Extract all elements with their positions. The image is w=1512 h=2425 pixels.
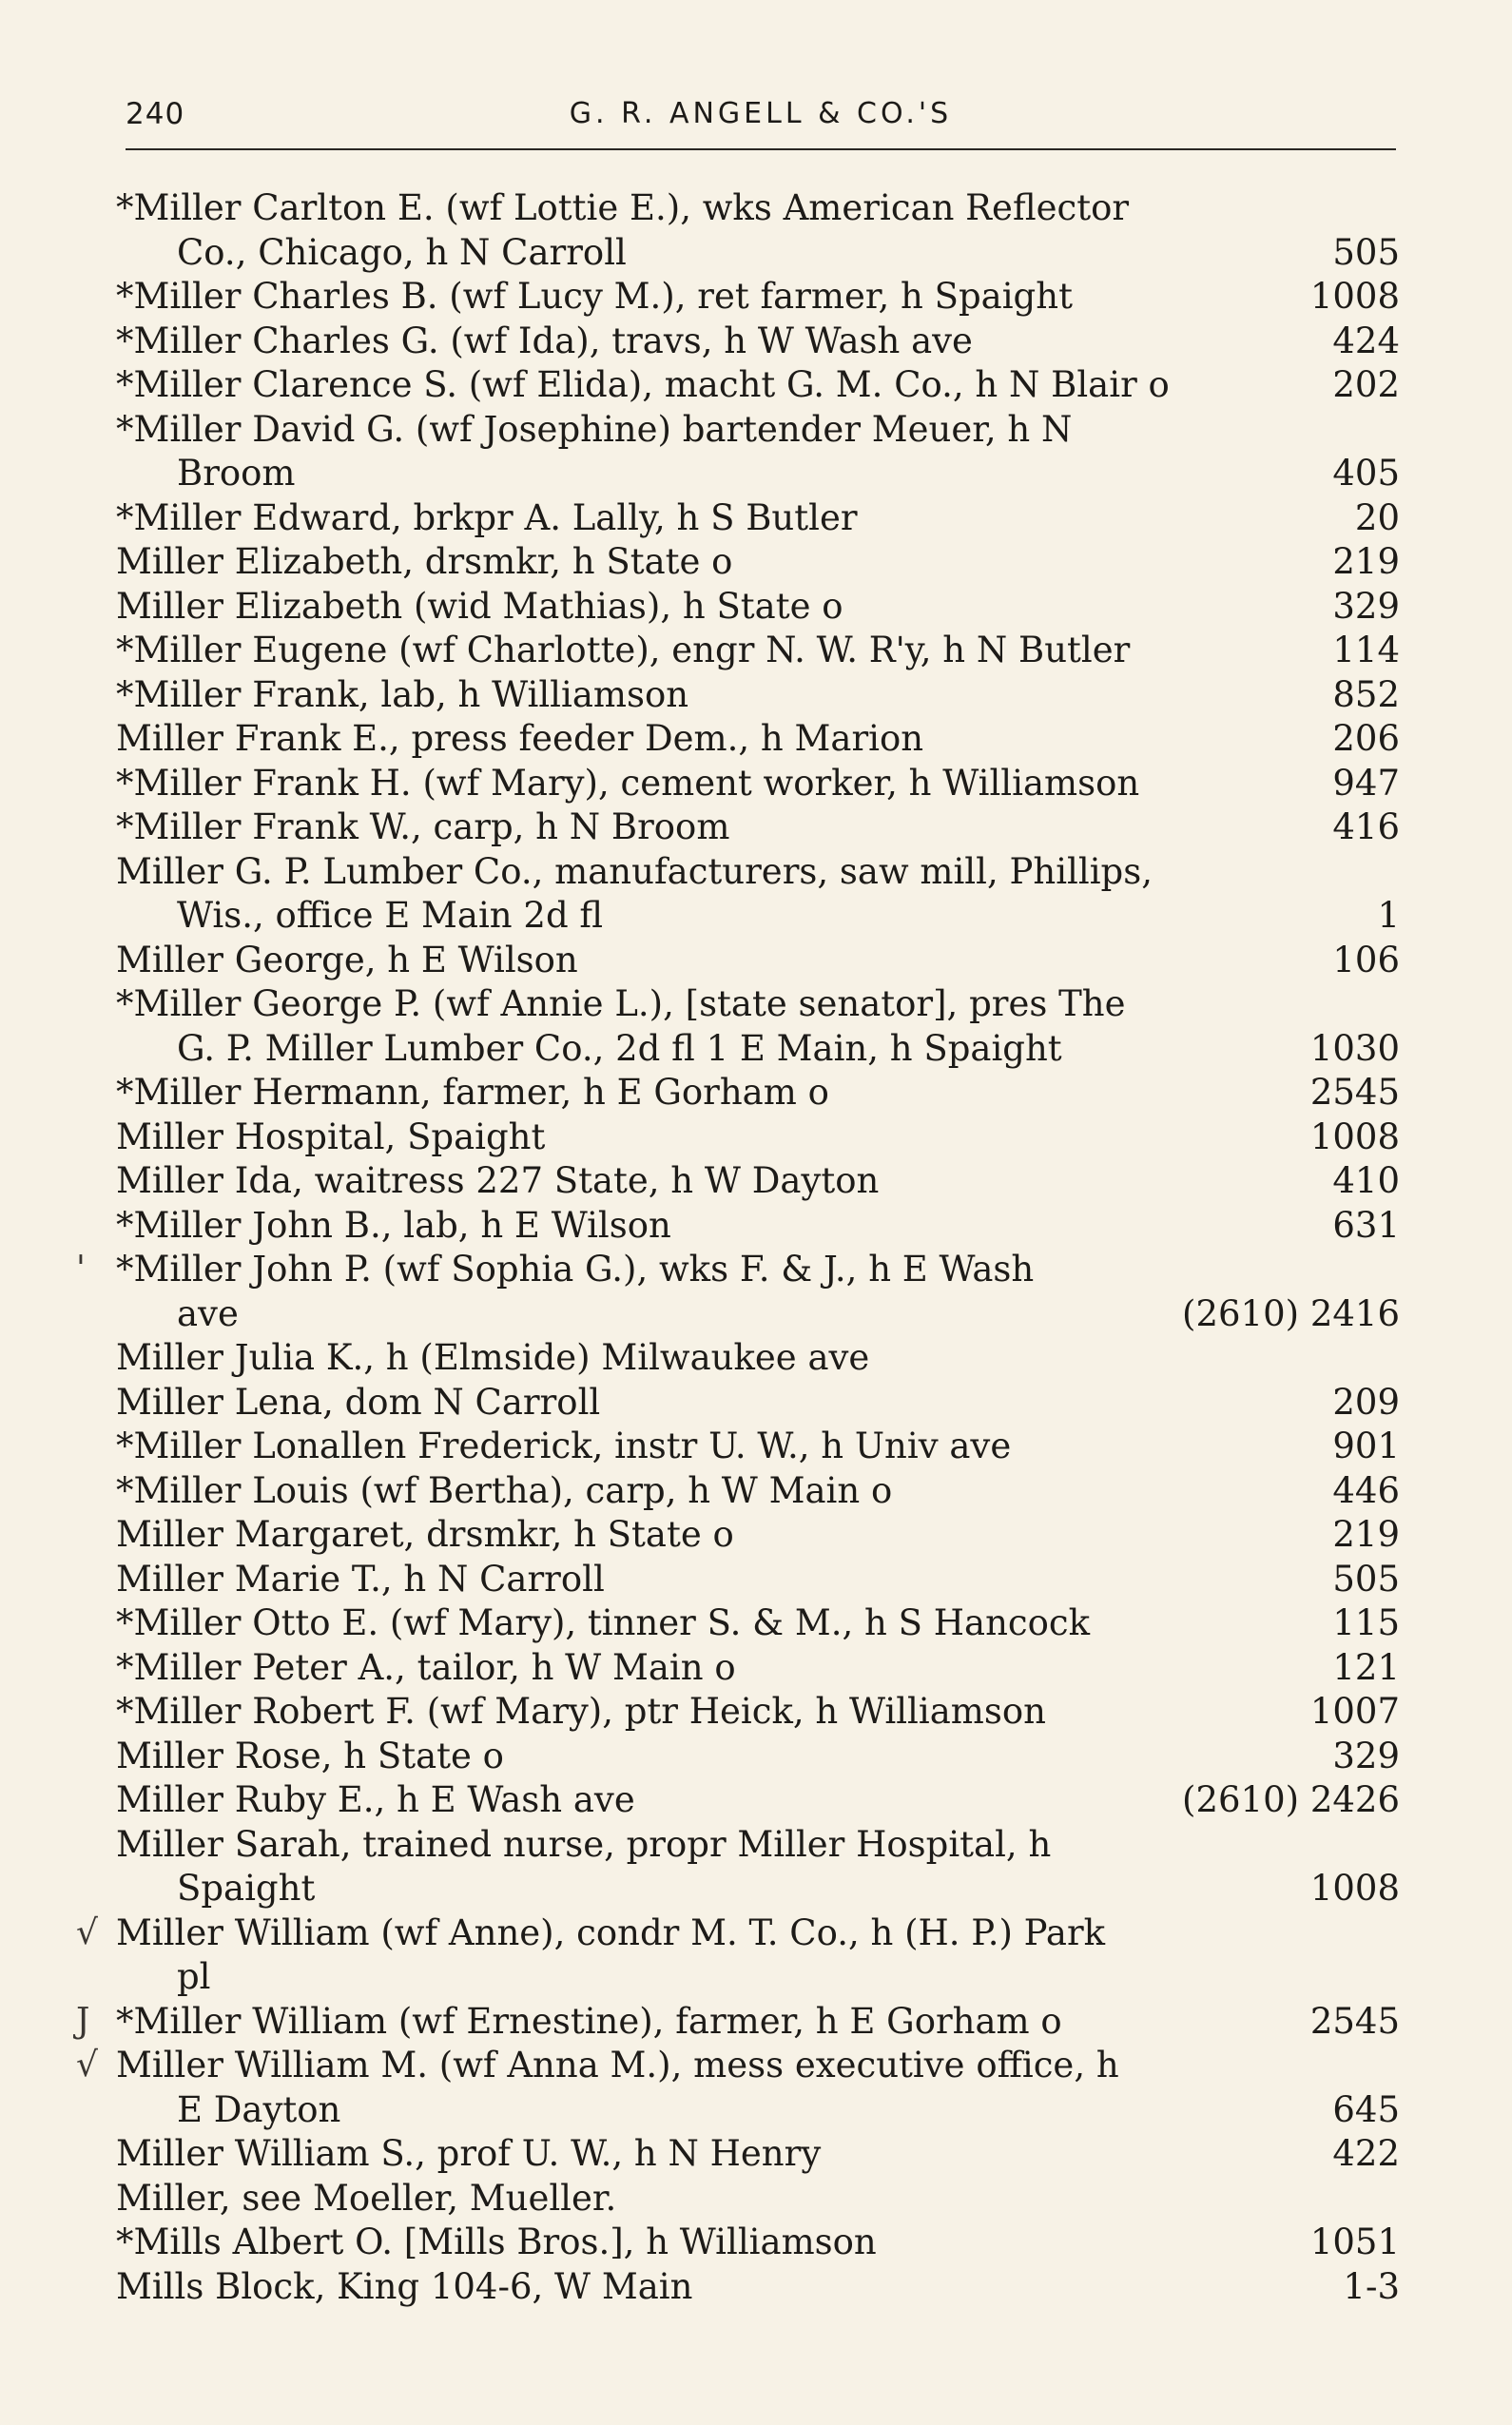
directory-entry-line	[76, 1911, 1400, 1956]
directory-entry-line	[116, 673, 1400, 718]
directory-entry-line	[116, 408, 1400, 453]
entry-text: Wis., office E Main 2d fl	[177, 895, 604, 936]
margin-mark: '	[76, 1250, 86, 1289]
house-number: 947	[1332, 762, 1400, 804]
house-number: 329	[1332, 1735, 1400, 1776]
entry-text: *Miller Robert F. (wf Mary), ptr Heick, h Williamson	[116, 1691, 1046, 1732]
entry-continuation-line	[116, 1027, 1400, 1072]
entry-continuation-line	[116, 2088, 1400, 2133]
house-number: 106	[1332, 939, 1400, 980]
house-number: 209	[1332, 1381, 1400, 1423]
header-rule	[126, 148, 1396, 150]
house-number: 1	[1377, 895, 1400, 936]
house-number: 1-3	[1343, 2265, 1400, 2307]
entry-text: Miller Lena, dom N Carroll	[116, 1381, 601, 1423]
entry-text: *Miller Carlton E. (wf Lottie E.), wks American Reflector	[116, 187, 1130, 228]
house-number: 121	[1332, 1646, 1400, 1688]
entry-text: Miller Julia K., h (Elmside) Milwaukee ave	[116, 1337, 870, 1378]
house-number: 422	[1332, 2133, 1400, 2174]
entry-text: Miller William M. (wf Anna M.), mess executive office, h	[116, 2045, 1119, 2086]
entry-text: Miller Elizabeth, drsmkr, h State o	[116, 541, 733, 582]
entry-text: Miller Rose, h State o	[116, 1735, 504, 1776]
house-number: 1008	[1309, 1868, 1400, 1909]
directory-entry-line	[116, 1336, 1400, 1381]
entry-text: Co., Chicago, h N Carroll	[177, 231, 627, 273]
directory-entry-line	[116, 186, 1400, 231]
entry-text: Miller Ruby E., h E Wash ave	[116, 1779, 635, 1820]
directory-entry-line	[116, 1558, 1400, 1602]
house-number: 424	[1332, 320, 1400, 361]
house-number: (2610) 2426	[1182, 1779, 1400, 1820]
entry-text: *Miller Hermann, farmer, h E Gorham o	[116, 1072, 829, 1113]
house-number: 2545	[1309, 1072, 1400, 1113]
entry-text: Miller Marie T., h N Carroll	[116, 1558, 605, 1600]
directory-entries	[76, 186, 1400, 2309]
house-number: 206	[1332, 718, 1400, 759]
entry-text: *Miller Frank H. (wf Mary), cement worker, h Williamson	[116, 762, 1140, 804]
directory-entry-line	[116, 496, 1400, 541]
directory-entry-line	[116, 982, 1400, 1027]
entry-text: *Miller Eugene (wf Charlotte), engr N. W. R'y, h N Butler	[116, 630, 1131, 670]
house-number: 852	[1332, 673, 1400, 715]
directory-entry-line	[116, 320, 1400, 364]
entry-text: Miller Hospital, Spaight	[116, 1116, 546, 1157]
house-number: 1030	[1309, 1027, 1400, 1069]
directory-entry-line	[116, 2132, 1400, 2177]
directory-entry-line	[116, 585, 1400, 630]
entry-text: *Miller David G. (wf Josephine) bartender Meuer, h N	[116, 408, 1073, 450]
directory-entry-line	[116, 717, 1400, 762]
directory-entry-line	[116, 1116, 1400, 1160]
entry-text: pl	[177, 1956, 211, 1997]
entry-text: G. P. Miller Lumber Co., 2d fl 1 E Main, h Spaight	[177, 1027, 1062, 1069]
directory-entry-line	[116, 762, 1400, 806]
entry-text: Miller Ida, waitress 227 State, h W Dayton	[116, 1160, 880, 1201]
house-number: 505	[1332, 1558, 1400, 1600]
entry-text: *Miller Lonallen Frederick, instr U. W., h Univ ave	[116, 1426, 1012, 1466]
entry-text: *Miller George P. (wf Annie L.), [state senator], pres The	[116, 983, 1126, 1024]
margin-mark: √	[76, 2046, 98, 2085]
directory-entry-line	[116, 1159, 1400, 1204]
directory-entry-line	[116, 1646, 1400, 1691]
directory-entry-line	[116, 2265, 1400, 2310]
entry-text: *Miller Charles B. (wf Lucy M.), ret farmer, h Spaight	[116, 276, 1073, 317]
house-number: 115	[1332, 1602, 1400, 1643]
entry-text: Miller William S., prof U. W., h N Henry	[116, 2133, 822, 2174]
entry-text: *Miller Edward, brkpr A. Lally, h S Butler	[116, 496, 858, 538]
directory-entry-line	[116, 939, 1400, 983]
directory-entry-line	[116, 805, 1400, 850]
directory-entry-line	[76, 2000, 1400, 2045]
entry-text: *Miller Peter A., tailor, h W Main o	[116, 1646, 736, 1688]
entry-text: *Mills Albert O. [Mills Bros.], h Williamson	[116, 2221, 877, 2262]
directory-entry-line	[116, 1425, 1400, 1469]
house-number: 1007	[1309, 1691, 1400, 1732]
directory-entry-line	[76, 1248, 1400, 1292]
entry-text: *Miller John B., lab, h E Wilson	[116, 1204, 671, 1246]
directory-entry-line	[116, 850, 1400, 895]
page-number: 240	[126, 97, 185, 131]
directory-entry-line	[116, 540, 1400, 585]
entry-text: *Miller Louis (wf Bertha), carp, h W Main o	[116, 1469, 893, 1511]
directory-entry-line	[116, 1381, 1400, 1426]
house-number: 645	[1332, 2088, 1400, 2130]
entry-text: *Miller John P. (wf Sophia G.), wks F. & J., h E Wash	[116, 1249, 1035, 1290]
house-number: 219	[1332, 1514, 1400, 1555]
entry-continuation-line	[116, 452, 1400, 496]
directory-entry-line	[116, 1778, 1400, 1823]
house-number: 20	[1354, 496, 1400, 538]
margin-mark: J	[76, 2001, 90, 2041]
directory-entry-line	[116, 275, 1400, 320]
directory-entry-line	[116, 1469, 1400, 1514]
directory-entry-line	[116, 1823, 1400, 1868]
entry-continuation-line	[116, 894, 1400, 939]
entry-text: *Miller Frank, lab, h Williamson	[116, 673, 689, 715]
house-number: 1051	[1309, 2221, 1400, 2262]
entry-continuation-line	[116, 1867, 1400, 1911]
entry-text: Miller Elizabeth (wid Mathias), h State o	[116, 585, 843, 627]
entry-text: *Miller Frank W., carp, h N Broom	[116, 806, 730, 847]
directory-entry-line	[116, 629, 1400, 673]
house-number: 631	[1332, 1204, 1400, 1246]
directory-entry-line	[116, 363, 1400, 408]
entry-text: Spaight	[177, 1868, 316, 1909]
directory-entry-line	[116, 1071, 1400, 1116]
entry-text: *Miller William (wf Ernestine), farmer, h E Gorham o	[116, 2000, 1062, 2042]
entry-text: Miller Margaret, drsmkr, h State o	[116, 1514, 734, 1555]
page-header	[126, 93, 1396, 137]
house-number: (2610) 2416	[1182, 1292, 1400, 1334]
entry-text: Miller George, h E Wilson	[116, 939, 578, 980]
directory-entry-line	[116, 1601, 1400, 1646]
house-number: 1008	[1309, 276, 1400, 317]
house-number: 202	[1332, 364, 1400, 405]
house-number: 901	[1332, 1426, 1400, 1466]
directory-entry-line	[116, 2177, 1400, 2221]
entry-text: Miller Frank E., press feeder Dem., h Marion	[116, 718, 924, 759]
house-number: 219	[1332, 541, 1400, 582]
entry-continuation-line	[116, 1292, 1400, 1337]
house-number: 410	[1332, 1160, 1400, 1201]
directory-entry-line	[116, 1513, 1400, 1558]
entry-text: E Dayton	[177, 2088, 341, 2130]
directory-entry-line	[116, 1204, 1400, 1249]
house-number: 114	[1332, 630, 1400, 670]
entry-text: *Miller Otto E. (wf Mary), tinner S. & M., h S Hancock	[116, 1602, 1091, 1643]
entry-text: ave	[177, 1292, 239, 1334]
entry-text: *Miller Charles G. (wf Ida), travs, h W Wash ave	[116, 320, 973, 361]
house-number: 505	[1332, 231, 1400, 273]
running-title: G. R. ANGELL & CO.'S	[569, 97, 953, 130]
directory-entry-line	[116, 1690, 1400, 1735]
house-number: 446	[1332, 1469, 1400, 1511]
margin-mark: √	[76, 1912, 98, 1952]
house-number: 2545	[1309, 2000, 1400, 2042]
house-number: 329	[1332, 585, 1400, 627]
directory-entry-line	[116, 2221, 1400, 2265]
entry-continuation-line	[116, 231, 1400, 276]
house-number: 405	[1332, 453, 1400, 494]
entry-continuation-line	[116, 1955, 1400, 2000]
house-number: 1008	[1309, 1116, 1400, 1157]
entry-text: Miller G. P. Lumber Co., manufacturers, saw mill, Phillips,	[116, 850, 1153, 892]
house-number: 416	[1332, 806, 1400, 847]
entry-text: Miller William (wf Anne), condr M. T. Co., h (H. P.) Park	[116, 1911, 1106, 1953]
directory-entry-line	[116, 1735, 1400, 1779]
entry-text: Mills Block, King 104-6, W Main	[116, 2265, 693, 2307]
entry-text: Miller Sarah, trained nurse, propr Miller Hospital, h	[116, 1823, 1052, 1865]
entry-text: *Miller Clarence S. (wf Elida), macht G. M. Co., h N Blair o	[116, 364, 1170, 405]
entry-text: Broom	[177, 453, 296, 494]
directory-entry-line	[76, 2044, 1400, 2088]
entry-text: Miller, see Moeller, Mueller.	[116, 2177, 617, 2219]
